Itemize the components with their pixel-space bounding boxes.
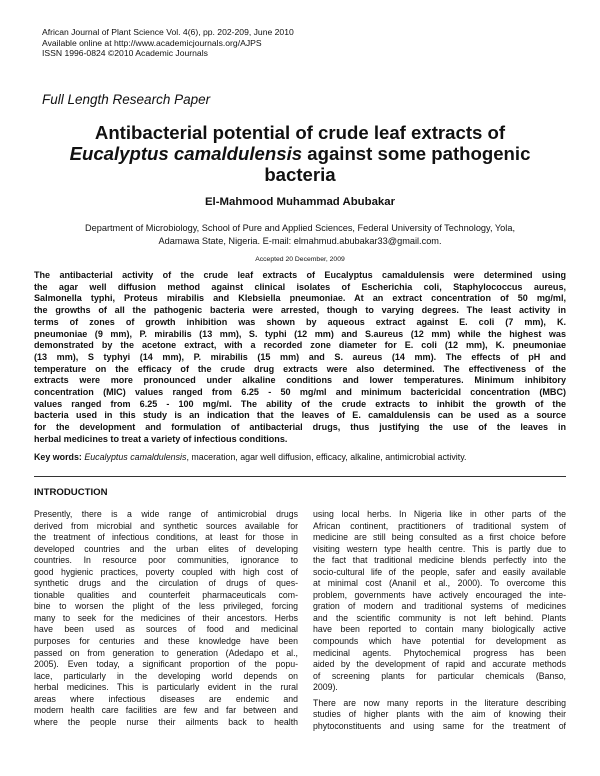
left-column-line: derived from microbial and synthetic sources available for bbox=[34, 520, 298, 531]
left-column-line: purposes for centuries and these knowledge have been bbox=[34, 636, 298, 647]
abstract-line: pneumoniae (9 mm), P. mirabilis (13 mm), S. typhi (12 mm) and S.aureus (12 mm) while the highest was bbox=[34, 328, 566, 339]
left-column-line: bine to worsen the plight of the less privileged, forcing bbox=[34, 601, 298, 612]
paper-type: Full Length Research Paper bbox=[42, 92, 211, 107]
section-divider bbox=[34, 476, 566, 477]
right-column-line: the fact that traditional medicine blends perfectly into the bbox=[313, 555, 566, 566]
left-column-line: tionable qualities and counterfeit pharmaceuticals com- bbox=[34, 589, 298, 600]
abstract-line: terms of zones of growth inhibition was shown by aqueous extract against E. coli (7 mm), K. bbox=[34, 316, 566, 327]
right-column-line: and the scientific community is not left behind. Plants bbox=[313, 612, 566, 623]
left-column-line: many to seek for the medicines of their ancestors. Herbs bbox=[34, 612, 298, 623]
paper-title bbox=[40, 122, 560, 185]
affiliation bbox=[58, 222, 542, 247]
affiliation-line-2: Adamawa State, Nigeria. E-mail: elmahmud.abubakar33@gmail.com. bbox=[158, 235, 442, 246]
left-column-line: Presently, there is a wide range of antimicrobial drugs bbox=[34, 509, 298, 519]
abstract-line: the growths of all the pathogenic bacteria were arrested, though to varying degrees. The least activity in bbox=[34, 305, 566, 316]
right-column-line: socio-cultural life of the people, safer and easily available bbox=[313, 566, 566, 577]
abstract-line: values ranged from 6.25 - 100 mg/ml. The ability of the crude extracts to inhibit the growth of the bbox=[34, 398, 566, 409]
right-column-line: gration of modern and traditional systems of medicines bbox=[313, 601, 566, 612]
left-column-line: areas where infectious diseases are endemic and bbox=[34, 693, 298, 704]
left-column-line: good hygienic practices, poverty coupled with high cost of bbox=[34, 566, 298, 577]
left-column-line: the treatment of infectious conditions, at least for those in bbox=[34, 532, 298, 543]
abstract-line: concentration (MIC) values ranged from 6.25 - 50 mg/ml and minimum bactericidal concentration (MBC) bbox=[34, 387, 566, 398]
right-column-line: visiting western type health centre. This is partly due to bbox=[313, 543, 566, 554]
left-column-line: modern health care facilities are few and far between and bbox=[34, 705, 298, 716]
abstract-line: demonstrated by the acetone extract, with a recorded zone diameter for E. coli (12 mm), K. pneumoniae bbox=[34, 340, 566, 351]
right-column-line: problem, governments have actively encouraged the inte- bbox=[313, 589, 566, 600]
affiliation-line-1: Department of Microbiology, School of Pure and Applied Sciences, Federal University of Technology, Yola, bbox=[84, 223, 515, 233]
right-column-line: medicinal agents. Phytochemical progress has been bbox=[313, 647, 566, 658]
journal-issn: ISSN 1996-0824 ©2010 Academic Journals bbox=[42, 48, 208, 58]
abstract-line: temperature on the efficacy of the crude drug extracts were also determined. The effectiveness of the bbox=[34, 363, 566, 374]
title-line-2 bbox=[40, 143, 560, 164]
abstract-line: (13 mm), S typhyi (14 mm), P. mirabilis (15 mm) and S. aureus (14 mm). The effects of pH and bbox=[34, 351, 566, 362]
journal-meta bbox=[42, 27, 294, 59]
right-column-line: have been reported to contain many biologically active bbox=[313, 624, 566, 635]
title-line-2-rest: against some pathogenic bbox=[302, 143, 531, 164]
right-column-line: at minimal cost (Ananil et al., 2000). To overcome this bbox=[313, 578, 566, 589]
right-column-line: of screening plants for particular chemicals (Banso, bbox=[313, 670, 566, 681]
abstract-line: extracts were more pronounced under alkaline conditions and lower temperatures. Minimum inhibitory bbox=[34, 375, 566, 386]
right-column-line: There are now many reports in the literature describing bbox=[313, 697, 566, 708]
journal-availability: Available online at http://www.academicjournals.org/AJPS bbox=[42, 37, 262, 48]
abstract-line: The antibacterial activity of the crude leaf extracts of Eucalyptus camaldulensis were determined using bbox=[34, 270, 566, 280]
author-name: El-Mahmood Muhammad Abubakar bbox=[204, 196, 396, 208]
journal-citation: African Journal of Plant Science Vol. 4(6), pp. 202-209, June 2010 bbox=[42, 27, 294, 37]
keywords-species: Eucalyptus camaldulensis bbox=[84, 452, 187, 462]
left-column-line: where the people nurse their ailments back to health bbox=[34, 716, 298, 727]
left-column-line: 2005). Even today, a significant proportion of the popu- bbox=[34, 659, 298, 670]
abstract-line: Salmonella typhi, Proteus mirabilis and Klebsiella pneumoniae. At an extract concentration of 50 mg/ml, bbox=[34, 293, 566, 304]
introduction-heading: INTRODUCTION bbox=[34, 487, 108, 498]
right-column-line: phytoconstituents and using same for the treatment of bbox=[313, 720, 566, 731]
title-line-1: Antibacterial potential of crude leaf extracts of bbox=[94, 122, 506, 143]
abstract bbox=[34, 270, 566, 446]
keywords-label: Key words: bbox=[34, 452, 82, 462]
right-column-line: using local herbs. In Nigeria like in other parts of the bbox=[313, 509, 566, 519]
title-line-3: bacteria bbox=[264, 164, 336, 185]
right-column-line: aided by the development of rapid and accurate methods bbox=[313, 659, 566, 670]
body-column-right bbox=[313, 509, 566, 732]
right-column-line: compounds which have potential for development as bbox=[313, 636, 566, 647]
right-column-line: African continent, practitioners of traditional system of bbox=[313, 520, 566, 531]
right-column-line: medicine are still being consulted as a first choice before bbox=[313, 532, 566, 543]
left-column-line: developed countries and the urban elites of developing bbox=[34, 543, 298, 554]
abstract-line: the agar well diffusion method against clinical isolates of Escherichia coli, Staphylococcus aureus, bbox=[34, 281, 566, 292]
left-column-line: countries. In resource poor communities, ignorance to bbox=[34, 555, 298, 566]
keywords-list: , maceration, agar well diffusion, efficacy, alkaline, antimicrobial activity. bbox=[186, 452, 467, 462]
abstract-line: herbal medicines to treat a variety of infectious conditions. bbox=[34, 433, 288, 444]
right-column-line: 2009). bbox=[313, 682, 338, 693]
left-column-line: have been used as sources of food and medicinal bbox=[34, 624, 298, 635]
left-column-line: passed on from generation to generation (Adedapo et al., bbox=[34, 647, 298, 658]
abstract-line: bacteria used in this study is an indication that the leaves of E. camaldulensis can be used as a source bbox=[34, 410, 566, 421]
left-column-line: herbal medicines. This is particularly evident in the rural bbox=[34, 682, 298, 693]
abstract-line: for the development and formulation of antibacterial drugs, thus justifying the use of the leaves in bbox=[34, 422, 566, 433]
keywords bbox=[34, 452, 566, 463]
left-column-line: lace, particularly in the developing world depends on bbox=[34, 670, 298, 681]
accepted-date: Accepted 20 December, 2009 bbox=[255, 256, 345, 263]
body-column-left bbox=[34, 509, 298, 728]
right-column-line: studies of higher plants with the aim of knowing their bbox=[313, 709, 566, 720]
left-column-line: synthetic drugs and the circulation of drugs of ques- bbox=[34, 578, 298, 589]
title-species: Eucalyptus camaldulensis bbox=[69, 143, 303, 164]
